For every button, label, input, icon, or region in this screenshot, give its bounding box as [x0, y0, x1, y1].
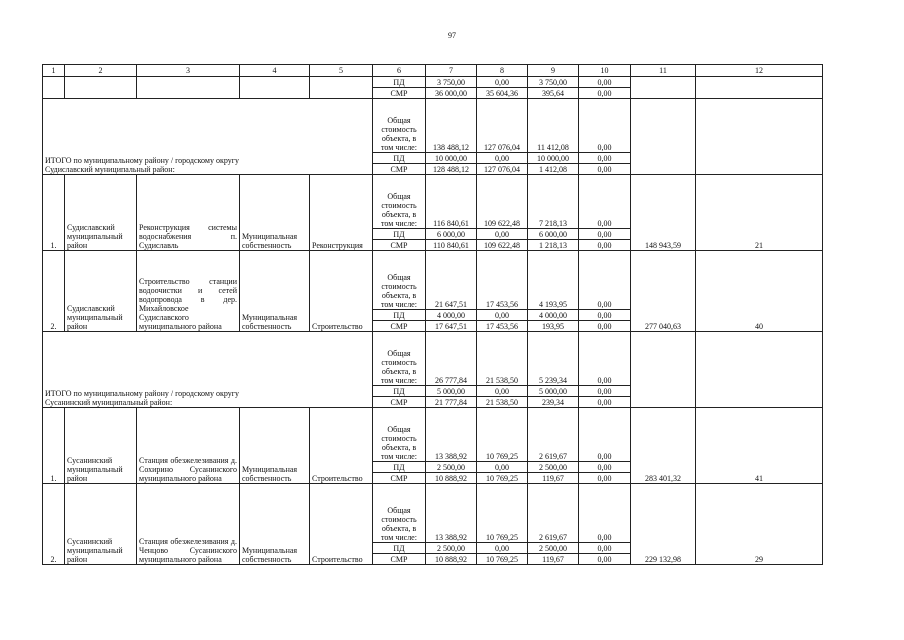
local-value: 0,00 [579, 164, 631, 175]
federal-value: 0,00 [477, 462, 528, 473]
column-header: 9 [528, 65, 579, 77]
regional-value: 239,34 [528, 397, 579, 408]
row-number: 1. [43, 175, 65, 251]
empty-cell [65, 77, 137, 99]
metric-label: СМР [373, 240, 426, 251]
total-value: 116 840,61 [426, 175, 477, 229]
total-value: 13 388,92 [426, 408, 477, 462]
metric-label: СМР [373, 473, 426, 484]
local-value: 0,00 [579, 386, 631, 397]
local-value: 0,00 [579, 321, 631, 332]
object-name: Станция обезжелезивания д. Ченцово Сусанинского муниципального района [137, 484, 240, 565]
federal-value: 10 769,25 [477, 484, 528, 543]
object-row [43, 408, 823, 462]
total-value: 2 500,00 [426, 543, 477, 554]
regional-value: 119,67 [528, 473, 579, 484]
total-label-line2: Сусанинский муниципальный район: [45, 398, 173, 407]
column-header: 6 [373, 65, 426, 77]
column-header: 12 [696, 65, 823, 77]
federal-value: 10 769,25 [477, 473, 528, 484]
metric-label: СМР [373, 397, 426, 408]
metric-label: СМР [373, 321, 426, 332]
work-type: Строительство [310, 251, 373, 332]
local-value: 0,00 [579, 397, 631, 408]
federal-value: 109 622,48 [477, 240, 528, 251]
local-value: 0,00 [579, 462, 631, 473]
estimated-cost-value: 283 401,32 [631, 408, 696, 484]
metric-label: ПД [373, 229, 426, 240]
total-row [43, 332, 823, 386]
column-header: 3 [137, 65, 240, 77]
local-value: 0,00 [579, 99, 631, 153]
object-row [43, 175, 823, 229]
column-header: 5 [310, 65, 373, 77]
metric-label: ПД [373, 153, 426, 164]
total-label-line2: Судиславский муниципальный район: [45, 165, 175, 174]
metric-label: Общая стоимость объекта, в том числе: [373, 175, 426, 229]
metric-label: Общая стоимость объекта, в том числе: [373, 408, 426, 462]
total-value: 13 388,92 [426, 484, 477, 543]
regional-value: 1 218,13 [528, 240, 579, 251]
local-value: 0,00 [579, 240, 631, 251]
federal-value: 0,00 [477, 310, 528, 321]
district-name: Судиславский муниципальный район [65, 175, 137, 251]
regional-value: 4 000,00 [528, 310, 579, 321]
total-value: 21 647,51 [426, 251, 477, 310]
row-number: 1. [43, 408, 65, 484]
local-value: 0,00 [579, 229, 631, 240]
empty-cell [240, 77, 310, 99]
ownership-type: Муниципальная собственность [240, 484, 310, 565]
local-value: 0,00 [579, 77, 631, 88]
federal-value: 127 076,04 [477, 164, 528, 175]
empty-cell [43, 77, 65, 99]
ownership-type: Муниципальная собственность [240, 251, 310, 332]
federal-value: 21 538,50 [477, 397, 528, 408]
regional-value: 6 000,00 [528, 229, 579, 240]
total-label [43, 99, 373, 175]
work-type: Строительство [310, 484, 373, 565]
total-value: 128 488,12 [426, 164, 477, 175]
regional-value: 193,95 [528, 321, 579, 332]
capacity-value: 29 [696, 484, 823, 565]
local-value: 0,00 [579, 310, 631, 321]
local-value: 0,00 [579, 251, 631, 310]
total-value: 17 647,51 [426, 321, 477, 332]
regional-value: 11 412,08 [528, 99, 579, 153]
page-number: 97 [448, 31, 456, 40]
local-value: 0,00 [579, 175, 631, 229]
column-header: 8 [477, 65, 528, 77]
total-value: 3 750,00 [426, 77, 477, 88]
column-header: 2 [65, 65, 137, 77]
total-value: 110 840,61 [426, 240, 477, 251]
metric-label: Общая стоимость объекта, в том числе: [373, 99, 426, 153]
empty-cell [696, 99, 823, 175]
district-name: Судиславский муниципальный район [65, 251, 137, 332]
federal-value: 109 622,48 [477, 175, 528, 229]
federal-value: 0,00 [477, 77, 528, 88]
work-type: Строительство [310, 408, 373, 484]
federal-value: 17 453,56 [477, 321, 528, 332]
federal-value: 10 769,25 [477, 408, 528, 462]
object-name: Строительство станции водоочистки и сетей водопровода в дер. Михайловское Судиславского муниципального района [137, 251, 240, 332]
total-value: 6 000,00 [426, 229, 477, 240]
column-header: 4 [240, 65, 310, 77]
total-row [43, 99, 823, 153]
total-value: 4 000,00 [426, 310, 477, 321]
metric-label: СМР [373, 88, 426, 99]
empty-cell [137, 77, 240, 99]
column-header: 7 [426, 65, 477, 77]
column-header: 11 [631, 65, 696, 77]
local-value: 0,00 [579, 554, 631, 565]
regional-value: 5 000,00 [528, 386, 579, 397]
investment-table [42, 64, 823, 565]
regional-value: 10 000,00 [528, 153, 579, 164]
metric-label: СМР [373, 164, 426, 175]
federal-value: 10 769,25 [477, 554, 528, 565]
federal-value: 0,00 [477, 229, 528, 240]
metric-label: Общая стоимость объекта, в том числе: [373, 332, 426, 386]
metric-label: ПД [373, 462, 426, 473]
local-value: 0,00 [579, 332, 631, 386]
empty-cell [631, 99, 696, 175]
metric-label: ПД [373, 386, 426, 397]
local-value: 0,00 [579, 88, 631, 99]
local-value: 0,00 [579, 408, 631, 462]
district-name: Сусанинский муниципальный район [65, 408, 137, 484]
empty-cell [631, 332, 696, 408]
ownership-type: Муниципальная собственность [240, 408, 310, 484]
estimated-cost-value: 148 943,59 [631, 175, 696, 251]
federal-value: 0,00 [477, 386, 528, 397]
regional-value: 2 500,00 [528, 543, 579, 554]
local-value: 0,00 [579, 473, 631, 484]
federal-value: 0,00 [477, 543, 528, 554]
metric-label: СМР [373, 554, 426, 565]
total-label [43, 332, 373, 408]
column-header: 1 [43, 65, 65, 77]
federal-value: 35 604,36 [477, 88, 528, 99]
total-value: 36 000,00 [426, 88, 477, 99]
regional-value: 395,64 [528, 88, 579, 99]
regional-value: 2 619,67 [528, 484, 579, 543]
district-name: Сусанинский муниципальный район [65, 484, 137, 565]
regional-value: 3 750,00 [528, 77, 579, 88]
federal-value: 0,00 [477, 153, 528, 164]
empty-cell [696, 332, 823, 408]
federal-value: 127 076,04 [477, 99, 528, 153]
local-value: 0,00 [579, 153, 631, 164]
total-value: 10 888,92 [426, 554, 477, 565]
total-value: 10 888,92 [426, 473, 477, 484]
regional-value: 1 412,08 [528, 164, 579, 175]
metric-label: Общая стоимость объекта, в том числе: [373, 251, 426, 310]
federal-value: 17 453,56 [477, 251, 528, 310]
object-row [43, 251, 823, 310]
total-label-line1: ИТОГО по муниципальному району / городскому округу [45, 156, 240, 165]
capacity-value: 21 [696, 175, 823, 251]
metric-label: ПД [373, 543, 426, 554]
work-type: Реконструкция [310, 175, 373, 251]
regional-value: 119,67 [528, 554, 579, 565]
object-name: Реконструкция системы водоснабжения п. Судиславль [137, 175, 240, 251]
regional-value: 5 239,34 [528, 332, 579, 386]
empty-cell [696, 77, 823, 99]
total-value: 21 777,84 [426, 397, 477, 408]
total-value: 2 500,00 [426, 462, 477, 473]
object-row [43, 484, 823, 543]
total-value: 138 488,12 [426, 99, 477, 153]
capacity-value: 40 [696, 251, 823, 332]
row-number: 2. [43, 251, 65, 332]
regional-value: 7 218,13 [528, 175, 579, 229]
column-number-header-row [43, 65, 823, 77]
estimated-cost-value: 277 040,63 [631, 251, 696, 332]
row-number: 2. [43, 484, 65, 565]
metric-label: Общая стоимость объекта, в том числе: [373, 484, 426, 543]
empty-cell [631, 77, 696, 99]
empty-cell [310, 77, 373, 99]
local-value: 0,00 [579, 543, 631, 554]
metric-label: ПД [373, 77, 426, 88]
estimated-cost-value: 229 132,98 [631, 484, 696, 565]
regional-value: 2 619,67 [528, 408, 579, 462]
column-header: 10 [579, 65, 631, 77]
federal-value: 21 538,50 [477, 332, 528, 386]
regional-value: 4 193,95 [528, 251, 579, 310]
capacity-value: 41 [696, 408, 823, 484]
total-value: 26 777,84 [426, 332, 477, 386]
regional-value: 2 500,00 [528, 462, 579, 473]
total-label-line1: ИТОГО по муниципальному району / городскому округу [45, 389, 240, 398]
metric-label: ПД [373, 310, 426, 321]
table-row [43, 77, 823, 88]
total-value: 5 000,00 [426, 386, 477, 397]
total-value: 10 000,00 [426, 153, 477, 164]
local-value: 0,00 [579, 484, 631, 543]
ownership-type: Муниципальная собственность [240, 175, 310, 251]
object-name: Станция обезжелезивания д. Сохирино Сусанинского муниципального района [137, 408, 240, 484]
